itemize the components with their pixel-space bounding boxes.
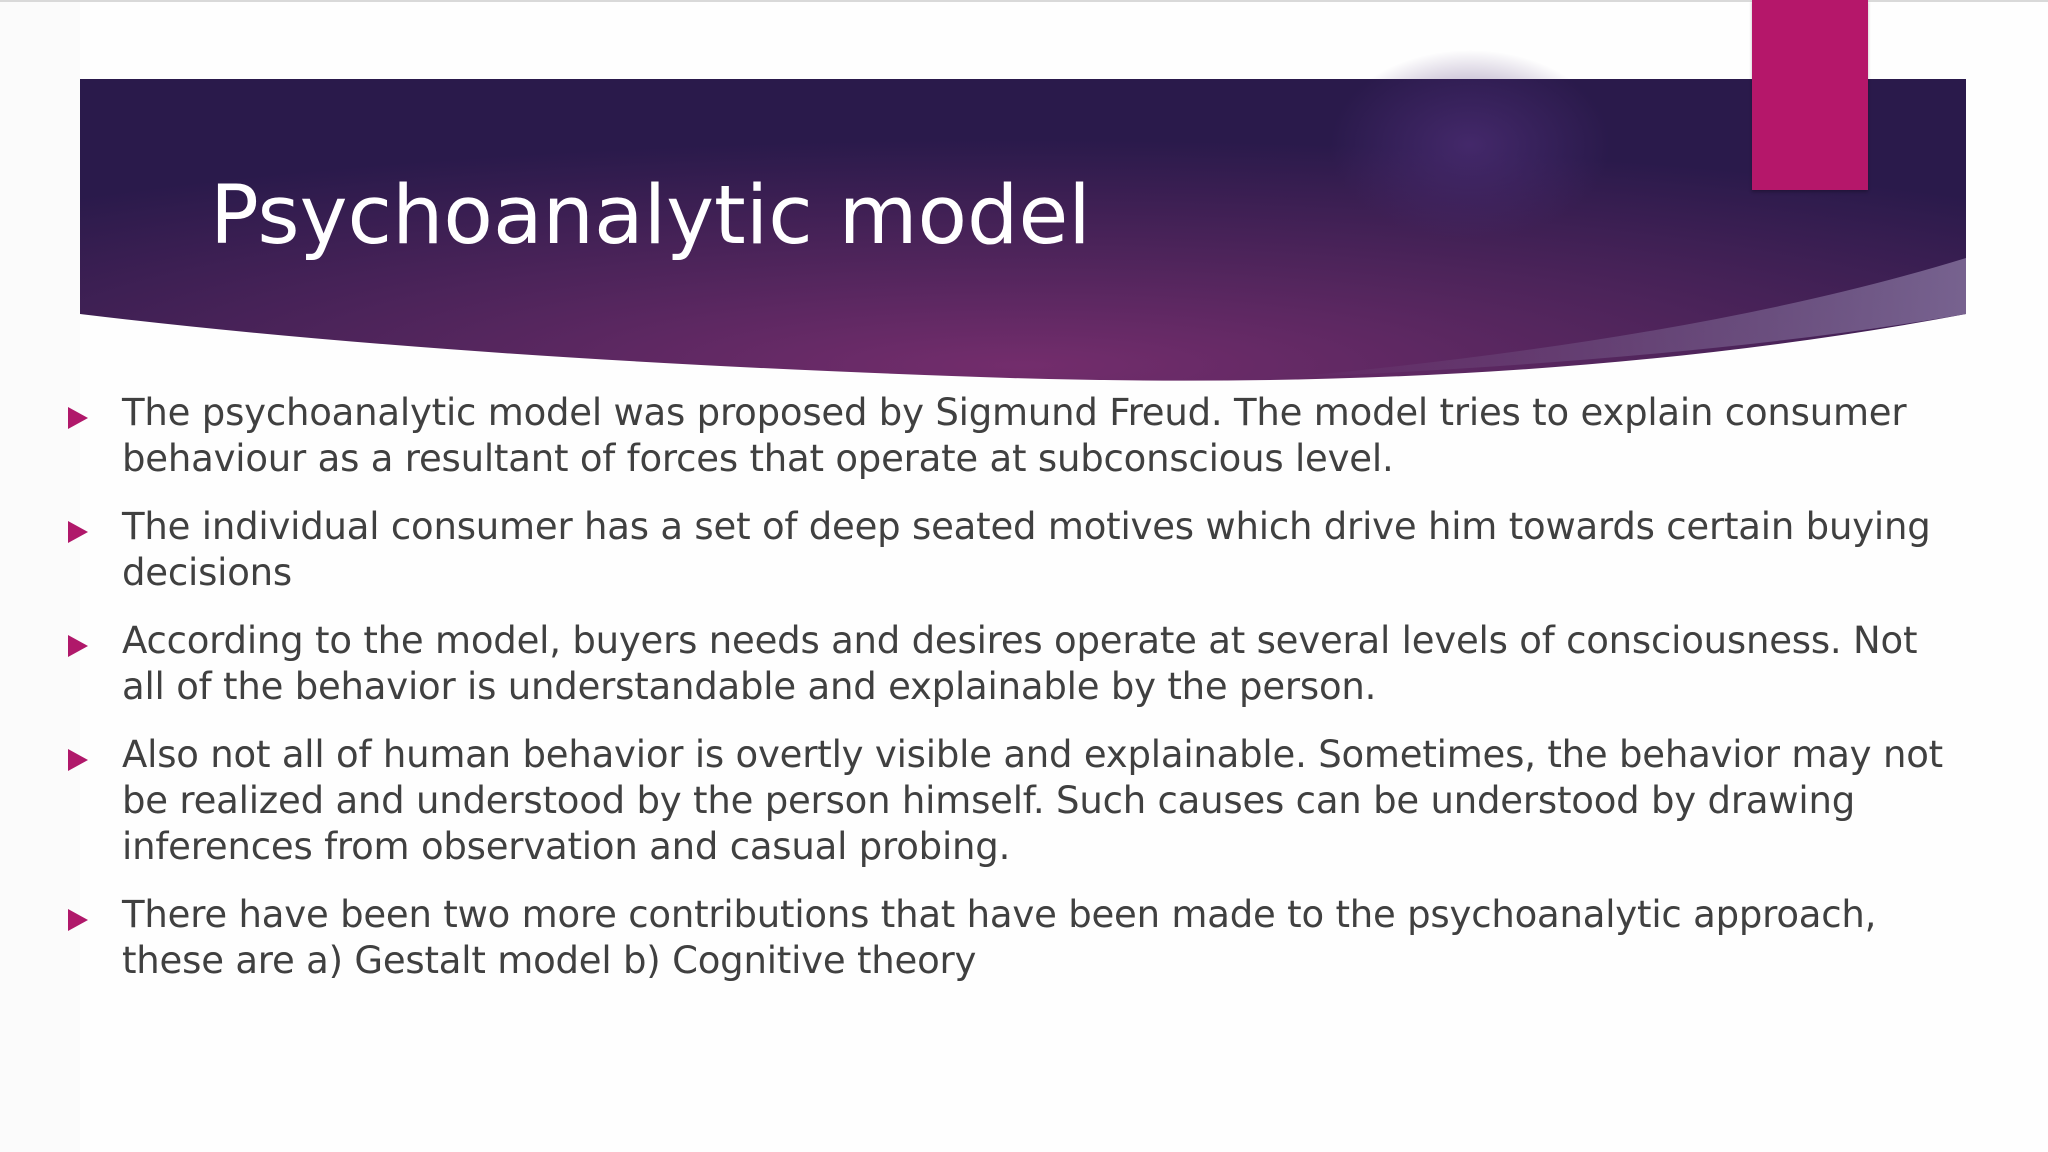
bullet-item (64, 390, 1964, 482)
bullet-item (64, 504, 1964, 596)
bullet-text: Also not all of human behavior is overtly visible and explainable. Sometimes, the behavior may not be realized and understood by the person himself. Such causes can be understood by drawing inferences from observation and casual probing. (122, 733, 1943, 868)
bullet-item (64, 618, 1964, 710)
bullet-item (64, 732, 1964, 870)
triangle-bullet-icon (68, 909, 88, 931)
triangle-bullet-icon (68, 521, 88, 543)
bullet-text: There have been two more contributions that have been made to the psychoanalytic approach, these are a) Gestalt model b) Cognitive theory (122, 893, 1877, 982)
triangle-bullet-icon (68, 749, 88, 771)
slide-title: Psychoanalytic model (210, 169, 1091, 263)
bullet-text: According to the model, buyers needs and desires operate at several levels of consciousness. Not all of the behavior is understandable and explainable by the person. (122, 619, 1918, 708)
accent-tab (1752, 0, 1868, 190)
bullet-item (64, 892, 1964, 984)
bullet-list (64, 390, 1964, 1006)
bullet-text: The individual consumer has a set of deep seated motives which drive him towards certain buying decisions (122, 505, 1931, 594)
triangle-bullet-icon (68, 407, 88, 429)
triangle-bullet-icon (68, 635, 88, 657)
bullet-text: The psychoanalytic model was proposed by Sigmund Freud. The model tries to explain consumer behaviour as a resultant of forces that operate at subconscious level. (122, 391, 1907, 480)
